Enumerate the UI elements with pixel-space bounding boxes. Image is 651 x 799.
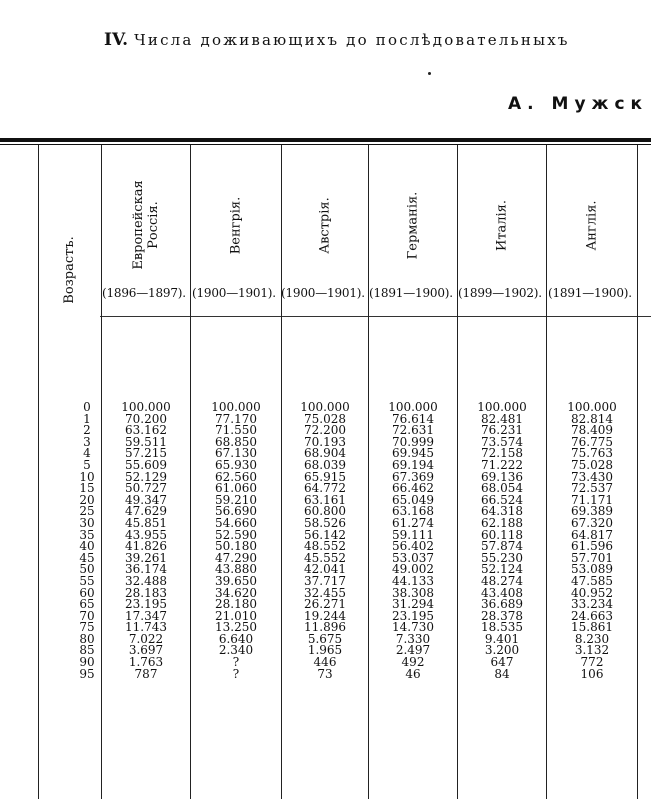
decorative-dot [428,72,431,75]
table-cell: 71.550 [215,423,257,438]
table-cell: 14.730 [392,620,434,635]
age-cell: 90 [79,655,95,670]
table-cell: 76.614 [392,411,434,426]
table-cell: 15.861 [571,620,613,635]
age-cell: 5 [83,457,91,472]
table-cell: 28.180 [215,597,257,612]
column-header-name: Австрія. [317,196,333,254]
table-cell: 76.231 [481,423,523,438]
table-cell: 69.389 [571,504,613,519]
table-cell: 78.409 [571,423,613,438]
table-cell: 52.129 [125,469,167,484]
table-cell: 59.210 [215,492,257,507]
table-cell: 3.200 [484,643,520,658]
age-cell: 35 [79,527,95,542]
table-cell: 41.826 [125,539,167,554]
table-cell: 100.000 [567,400,617,414]
table-cell: 76.775 [571,434,613,449]
table-cell: 61.060 [215,481,257,496]
table-cell: 36.689 [481,597,523,612]
table-cell: 11.743 [125,620,167,635]
table-cell: 772 [580,655,604,670]
data-column [552,402,632,680]
table-cell: 23.195 [125,597,167,612]
table-cell: 65.915 [304,469,346,484]
table-cell: 3.697 [128,643,164,658]
table-cell: 46 [405,666,421,681]
table-cell: 50.727 [125,481,167,496]
table-cell: 64.817 [571,527,613,542]
table-cell: 59.111 [392,527,434,542]
table-cell: 492 [401,655,425,670]
table-cell: 54.660 [215,515,257,530]
data-column [106,402,186,680]
table-cell: 43.880 [215,562,257,577]
table-cell: 39.650 [215,573,257,588]
table-cell: 56.402 [392,539,434,554]
table-cell: 71.222 [481,457,523,472]
age-cell: 70 [79,608,95,623]
table-cell: 43.408 [481,585,523,600]
column-header-period: (1900—1901). [192,286,276,300]
age-cell: 0 [83,400,91,414]
table-cell: 32.488 [125,573,167,588]
column-header-period: (1900—1901). [281,286,365,300]
age-cell: 40 [79,539,95,554]
table-cell: 100.000 [477,400,527,414]
table-cell: 56.690 [215,504,257,519]
table-cell: 55.230 [481,550,523,565]
column-header-name: Англія. [584,199,600,251]
age-cell: 55 [79,573,95,588]
table-cell: 100.000 [300,400,350,414]
column-header-period: (1891—1900). [548,286,632,300]
table-cell: 63.161 [304,492,346,507]
age-cell: 60 [79,585,95,600]
table-cell: 62.560 [215,469,257,484]
age-cell: 25 [79,504,95,519]
table-cell: 52.124 [481,562,523,577]
table-cell: 69.194 [392,457,434,472]
header-rule-thick [0,138,651,142]
table-cell: 21.010 [215,608,257,623]
table-cell: 8.230 [574,631,610,646]
table-cell: 67.320 [571,515,613,530]
table-cell: 7.330 [395,631,431,646]
table-cell: 75.028 [571,457,613,472]
age-cell: 45 [79,550,95,565]
table-cell: 56.142 [304,527,346,542]
table-cell: 72.200 [304,423,346,438]
table-cell: ? [232,666,240,681]
table-cell: 47.290 [215,550,257,565]
table-cell: 5.675 [307,631,343,646]
age-cell: 20 [79,492,95,507]
table-cell: 68.850 [215,434,257,449]
data-column [373,402,453,680]
table-cell: 45.552 [304,550,346,565]
table-cell: 2.340 [218,643,254,658]
table-cell: 19.244 [304,608,346,623]
column-header-period: (1891—1900). [369,286,453,300]
table-cell: 60.118 [481,527,523,542]
age-cell: 10 [79,469,95,484]
table-cell: 18.535 [481,620,523,635]
column-divider [457,145,458,799]
age-cell: 1 [83,411,91,426]
table-cell: 47.629 [125,504,167,519]
table-cell: 40.952 [571,585,613,600]
age-cell: 50 [79,562,95,577]
table-cell: 60.800 [304,504,346,519]
table-cell: 49.347 [125,492,167,507]
table-cell: 6.640 [218,631,254,646]
table-cell: 73.430 [571,469,613,484]
table-cell: 65.930 [215,457,257,472]
table-cell: 53.089 [571,562,613,577]
table-cell: 2.497 [395,643,431,658]
table-cell: 63.168 [392,504,434,519]
table-cell: 23.195 [392,608,434,623]
table-cell: 69.136 [481,469,523,484]
data-column [285,402,365,680]
table-cell: 32.455 [304,585,346,600]
column-header-name: Венгрія. [228,196,244,254]
table-cell: 28.378 [481,608,523,623]
table-cell: 106 [580,666,604,681]
table-cell: 75.763 [571,446,613,461]
table-cell: 67.369 [392,469,434,484]
table-cell: 57.874 [481,539,523,554]
table-cell: 45.851 [125,515,167,530]
table-cell: 47.585 [571,573,613,588]
table-cell: 66.524 [481,492,523,507]
table-cell: 77.170 [215,411,257,426]
table-cell: 100.000 [211,400,261,414]
table-cell: 42.041 [304,562,346,577]
table-cell: 24.663 [571,608,613,623]
table-cell: 68.039 [304,457,346,472]
table-cell: 7.022 [128,631,164,646]
table-cell: 44.133 [392,573,434,588]
table-cell: 100.000 [388,400,438,414]
age-cell: 75 [79,620,95,635]
table-cell: 84 [494,666,510,681]
age-cell: 3 [83,434,91,449]
table-cell: 33.234 [571,597,613,612]
age-cell: 85 [79,643,95,658]
column-header-name: Европейская Россія. [131,180,161,270]
section-subtitle: А. Мужск [508,94,649,114]
table-cell: 55.609 [125,457,167,472]
table-cell: 48.552 [304,539,346,554]
table-cell: 50.180 [215,539,257,554]
table-cell: 52.590 [215,527,257,542]
table-cell: 53.037 [392,550,434,565]
table-cell: 61.596 [571,539,613,554]
age-cell: 4 [83,446,91,461]
table-cell: 31.294 [392,597,434,612]
table-cell: 446 [313,655,337,670]
table-cell: 647 [490,655,514,670]
table-cell: 63.162 [125,423,167,438]
age-cell: 80 [79,631,95,646]
table-cell: 72.158 [481,446,523,461]
column-divider [546,145,547,799]
header-body-divider [100,316,651,317]
table-cell: 69.945 [392,446,434,461]
table-cell: 65.049 [392,492,434,507]
age-column [76,402,98,680]
column-header-period: (1896—1897). [102,286,186,300]
title-number: IV. [104,30,129,50]
table-cell: 48.274 [481,573,523,588]
age-column-header: Возрастъ. [62,236,77,304]
table-cell: 82.814 [571,411,613,426]
title-text: Числа доживающихъ до послѣдовательныхъ [134,31,570,49]
table-cell: 43.955 [125,527,167,542]
table-cell: 75.028 [304,411,346,426]
table-cell: 73 [317,666,333,681]
table-cell: 73.574 [481,434,523,449]
table-cell: 1.763 [128,655,164,670]
table-cell: 3.132 [574,643,610,658]
table-cell: 62.188 [481,515,523,530]
table-cell: 66.462 [392,481,434,496]
table-cell: 38.308 [392,585,434,600]
table-cell: 70.200 [125,411,167,426]
table-cell: 64.772 [304,481,346,496]
column-divider [38,145,39,799]
data-column [196,402,276,680]
table-cell: 34.620 [215,585,257,600]
table-cell: 39.261 [125,550,167,565]
table-cell: 61.274 [392,515,434,530]
table-cell: 13.250 [215,620,257,635]
table-cell: 11.896 [304,620,346,635]
table-cell: 68.054 [481,481,523,496]
table-cell: 100.000 [121,400,171,414]
age-cell: 2 [83,423,91,438]
table-cell: 57.701 [571,550,613,565]
age-cell: 15 [79,481,95,496]
table-cell: 28.183 [125,585,167,600]
column-divider [190,145,191,799]
column-header-name: Италія. [494,199,510,251]
table-cell: 68.904 [304,446,346,461]
table-cell: 9.401 [484,631,520,646]
table-cell: 70.999 [392,434,434,449]
table-cell: 17.347 [125,608,167,623]
column-divider [101,145,102,799]
table-cell: 70.193 [304,434,346,449]
column-divider [281,145,282,799]
table-cell: 82.481 [481,411,523,426]
table-cell: 64.318 [481,504,523,519]
table-cell: 37.717 [304,573,346,588]
column-divider [637,145,638,799]
column-divider [368,145,369,799]
table-cell: 72.537 [571,481,613,496]
table-cell: 58.526 [304,515,346,530]
column-header-name: Германія. [405,191,421,259]
table-cell: 1.965 [307,643,343,658]
table-cell: 57.215 [125,446,167,461]
table-cell: 59.511 [125,434,167,449]
column-header-period: (1899—1902). [458,286,542,300]
table-cell: 72.631 [392,423,434,438]
table-cell: 71.171 [571,492,613,507]
page-title [104,30,570,50]
table-cell: 67.130 [215,446,257,461]
table-cell: 787 [134,666,158,681]
header-rule-thin [0,144,651,145]
table-cell: 49.002 [392,562,434,577]
age-cell: 95 [79,666,95,681]
table-cell: 36.174 [125,562,167,577]
table-cell: 26.271 [304,597,346,612]
table-cell: ? [232,655,240,670]
age-cell: 65 [79,597,95,612]
data-column [462,402,542,680]
age-cell: 30 [79,515,95,530]
